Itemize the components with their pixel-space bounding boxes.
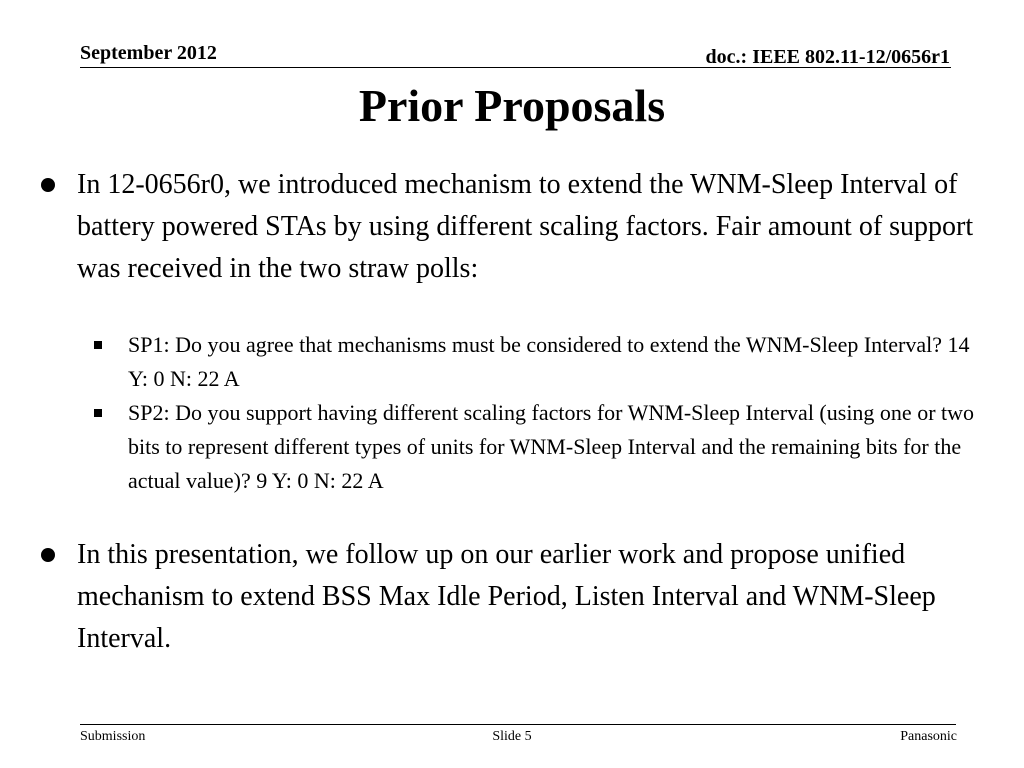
sub-bullet-square-icon <box>94 341 102 349</box>
footer-slide-number: Slide 5 <box>492 729 532 744</box>
slide-title: Prior Proposals <box>358 80 666 131</box>
sub-bullet-text: SP2: Do you support having different scaling factors for WNM-Sleep Interval (using one or two bits to represent different types of units for WNM-Sleep Interval and the remaining bits for the actual value)? 9 Y: 0 N: 22 A <box>128 400 975 493</box>
header-divider <box>80 67 951 68</box>
footer-submission: Submission <box>80 729 146 744</box>
bullet-text: In 12-0656r0, we introduced mechanism to extend the WNM-Sleep Interval of battery powered STAs by using different scaling factors. Fair amount of support was received in the two straw polls: <box>77 169 974 284</box>
header-doc-id: doc.: IEEE 802.11-12/0656r1 <box>705 46 950 68</box>
bullet-dot-icon <box>41 548 55 562</box>
sub-bullet-text: SP1: Do you agree that mechanisms must be considered to extend the WNM-Sleep Interval? 14 Y: 0 N: 22 A <box>128 332 970 391</box>
footer-divider <box>80 724 956 725</box>
header-date: September 2012 <box>80 42 217 64</box>
footer-company: Panasonic <box>900 729 957 744</box>
bullet-dot-icon <box>41 178 55 192</box>
sub-bullet-square-icon <box>94 409 102 417</box>
bullet-text: In this presentation, we follow up on our earlier work and propose unified mechanism to extend BSS Max Idle Period, Listen Interval and WNM-Sleep Interval. <box>77 539 936 654</box>
